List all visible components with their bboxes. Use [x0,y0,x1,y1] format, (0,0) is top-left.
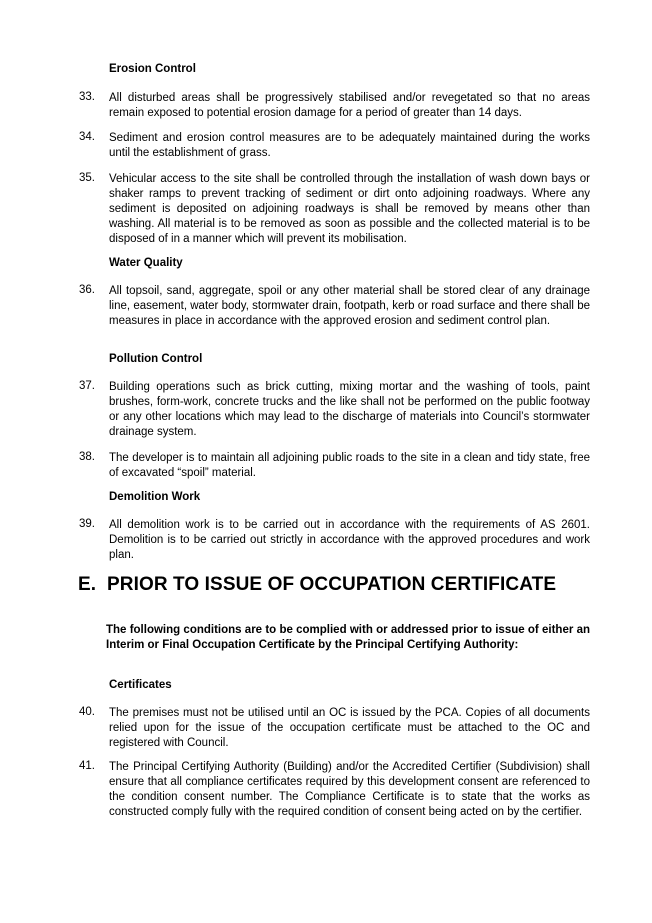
item-text: All disturbed areas shall be progressively stabilised and/or revegetated so that no areas remain exposed to potential erosion damage for a period of greater than 14 days. [109,92,590,119]
item-number: 35. [79,172,95,184]
section-title: PRIOR TO ISSUE OF OCCUPATION CERTIFICATE [107,574,557,595]
item-number: 40. [79,706,95,718]
item-text: Vehicular access to the site shall be controlled through the installation of wash down bays or shaker ramps to prevent tracking of sediment or dirt onto adjoining roadways. Where any sediment is deposited on adjoining roadways is shall be removed by means other than washing. All material is to be removed as soon as possible and the collected material is to be disposed of in a manner which will prevent its mobilisation. [109,173,590,245]
item-number: 33. [79,91,95,103]
item-number: 34. [79,131,95,143]
item-text: Sediment and erosion control measures are to be adequately maintained during the works until the establishment of grass. [109,132,590,159]
item-text: All topsoil, sand, aggregate, spoil or any other material shall be stored clear of any drainage line, easement, water body, stormwater drain, footpath, kerb or road surface and there shall be measures in place in accordance with the approved erosion and sediment control plan. [109,285,590,327]
heading-certificates: Certificates [109,679,172,691]
item-text: The premises must not be utilised until an OC is issued by the PCA. Copies of all documents relied upon for the issue of the occupation certificate must be attached to the OC and registered with Council. [109,707,590,749]
section-letter: E. [78,574,97,595]
item-text: All demolition work is to be carried out in accordance with the requirements of AS 2601. Demolition is to be carried out strictly in accordance with the approved procedures and work plan. [109,519,590,561]
item-text: The Principal Certifying Authority (Building) and/or the Accredited Certifier (Subdivision) shall ensure that all compliance certificates required by this development consent are referenced to the condition consent number. The Compliance Certificate is to state that the works as constructed comply fully with the required condition of consent being acted on by the certifier. [109,761,590,818]
item-number: 36. [79,284,95,296]
item-text: The developer is to maintain all adjoining public roads to the site in a clean and tidy state, free of excavated “spoil” material. [109,452,590,479]
heading-water-quality: Water Quality [109,257,183,269]
heading-erosion-control: Erosion Control [109,63,196,75]
section-intro: The following conditions are to be complied with or addressed prior to issue of either an Interim or Final Occupation Certificate by the Principal Certifying Authority: [106,624,590,651]
item-number: 41. [79,760,95,772]
item-text: Building operations such as brick cutting, mixing mortar and the washing of tools, paint brushes, form-work, concrete trucks and the like shall not be performed on the public footway or any other locations which may lead to the discharge of materials into Council’s stormwater drainage system. [109,381,590,438]
item-number: 39. [79,518,95,530]
heading-pollution-control: Pollution Control [109,353,203,365]
item-number: 37. [79,380,95,392]
heading-demolition-work: Demolition Work [109,491,201,503]
item-number: 38. [79,451,95,463]
